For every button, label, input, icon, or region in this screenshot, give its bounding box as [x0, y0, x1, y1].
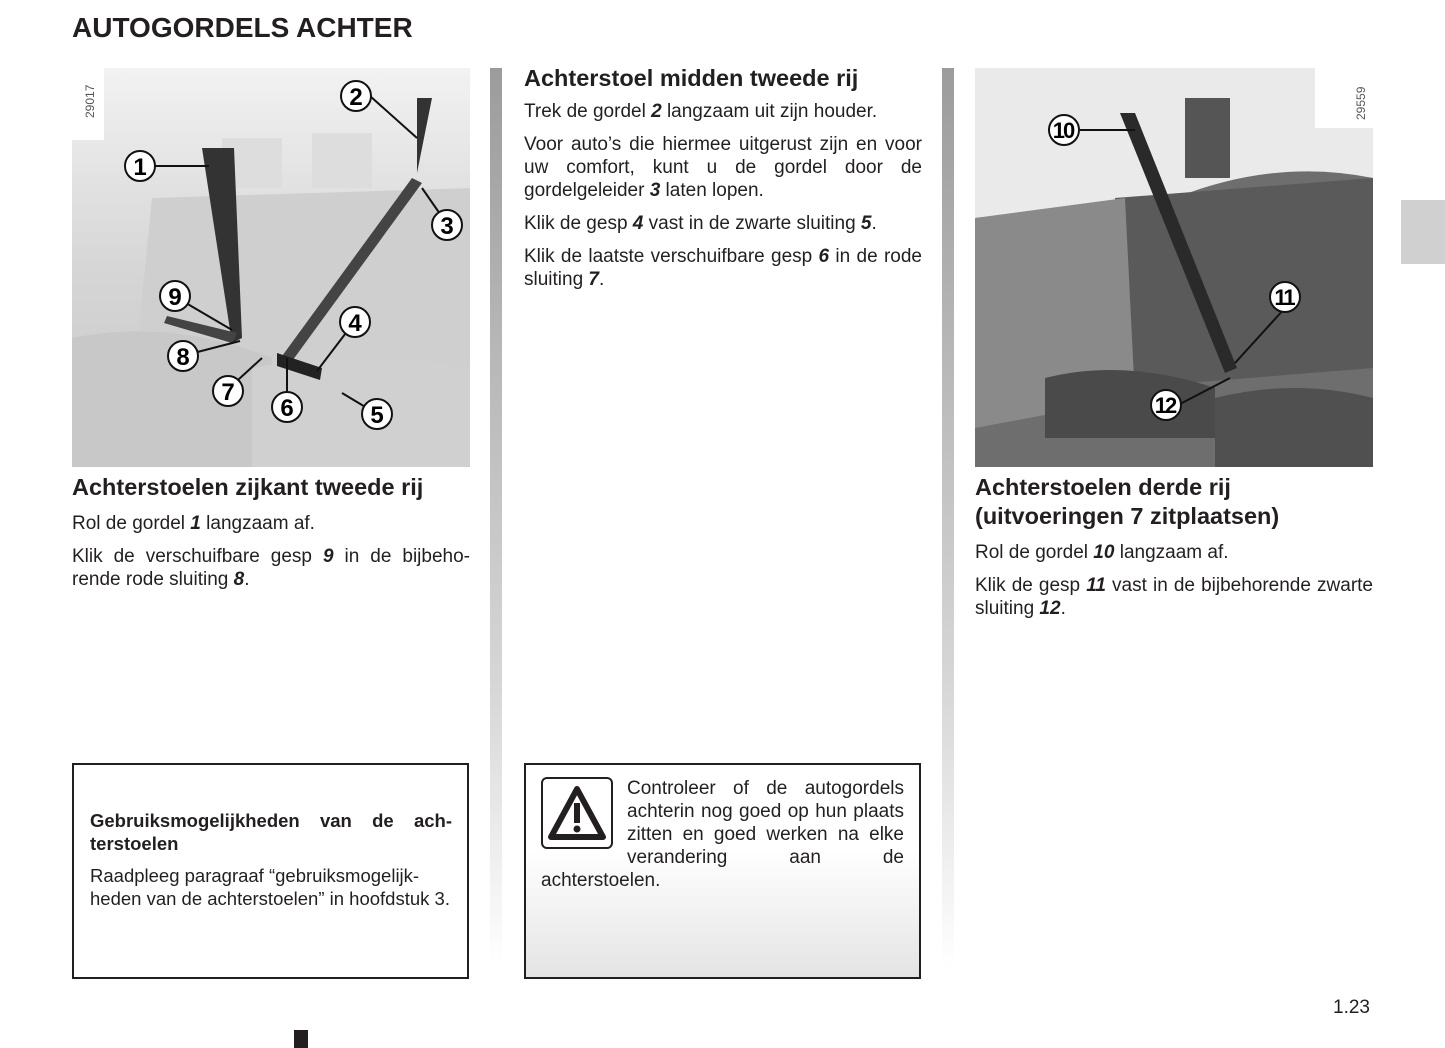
instruction-text: Klik de laatste verschuifbare gesp 6 in de rode sluiting 7. — [524, 246, 922, 290]
svg-text:9: 9 — [168, 284, 182, 311]
section-heading: Achterstoelen derde rij (uitvoeringen 7 zitplaatsen) — [975, 474, 1280, 529]
instruction-text: Klik de gesp 11 vast in de bijbehorende zwarte sluiting 12. — [975, 575, 1373, 619]
callout-2 — [341, 81, 371, 111]
third-row-seat-belt-photo — [975, 68, 1373, 467]
right-section — [975, 473, 1373, 620]
instruction-text: Trek de gordel 2 langzaam uit zijn houder. — [524, 101, 878, 122]
section-heading: Achterstoel midden tweede rij — [524, 65, 859, 91]
info-box-text: Raadpleeg paragraaf “gebruiksmogelijkheden van de achterstoelen” in hoofdstuk 3. — [90, 865, 450, 909]
callout-12 — [1151, 390, 1181, 420]
svg-text:5: 5 — [370, 402, 384, 429]
instruction-text: Klik de gesp 4 vast in de zwarte sluiting 5. — [524, 213, 877, 234]
section-heading: Achterstoelen zijkant tweede rij — [72, 474, 424, 500]
info-box — [72, 763, 469, 979]
svg-text:1: 1 — [133, 154, 147, 181]
instruction-text: Rol de gordel 10 langzaam af. — [975, 542, 1229, 563]
column-divider — [942, 68, 954, 968]
callout-1 — [125, 151, 155, 181]
left-section — [72, 473, 470, 591]
svg-text:11: 11 — [1274, 285, 1294, 310]
svg-text:3: 3 — [440, 213, 454, 240]
callout-6 — [272, 392, 302, 422]
svg-text:4: 4 — [348, 310, 362, 337]
warning-box — [524, 763, 921, 979]
callout-11 — [1270, 282, 1300, 312]
page-title: AUTOGORDELS ACHTER — [72, 12, 413, 43]
svg-text:8: 8 — [176, 344, 190, 371]
svg-text:10: 10 — [1052, 118, 1074, 143]
callout-3 — [432, 210, 462, 240]
callout-5 — [362, 399, 392, 429]
instruction-text: Klik de verschuifbare gesp 9 in de bijbehorende rode sluiting 8. — [72, 546, 470, 590]
svg-text:12: 12 — [1154, 393, 1176, 418]
svg-text:2: 2 — [349, 84, 363, 111]
info-box-title: Gebruiksmogelijkheden van de achterstoelen — [90, 810, 452, 854]
callout-4 — [340, 307, 370, 337]
callout-10 — [1049, 115, 1079, 145]
svg-text:6: 6 — [280, 395, 294, 422]
column-divider — [490, 68, 502, 968]
warning-text: Controleer of de autogordels achterin nog goed op hun plaats zitten en goed werken na elke verandering aan de achterstoelen. — [541, 778, 904, 891]
photo-ref: 29559 — [1354, 86, 1368, 120]
middle-section — [524, 64, 922, 291]
chapter-tab — [1401, 200, 1445, 264]
callout-9 — [160, 281, 190, 311]
page-number: 1.23 — [1333, 997, 1370, 1018]
print-mark — [294, 1030, 308, 1048]
warning-triangle-icon — [541, 777, 613, 849]
callout-8 — [168, 341, 198, 371]
callout-7 — [213, 376, 243, 406]
instruction-text: Rol de gordel 1 langzaam af. — [72, 513, 315, 534]
photo-ref: 29017 — [83, 84, 97, 118]
rear-side-seat-belt-photo — [72, 68, 470, 467]
svg-text:7: 7 — [221, 379, 235, 406]
instruction-text: Voor auto’s die hiermee uitgerust zijn en voor uw comfort, kunt u de gordel door de gordelgeleider 3 laten lopen. — [524, 134, 922, 201]
